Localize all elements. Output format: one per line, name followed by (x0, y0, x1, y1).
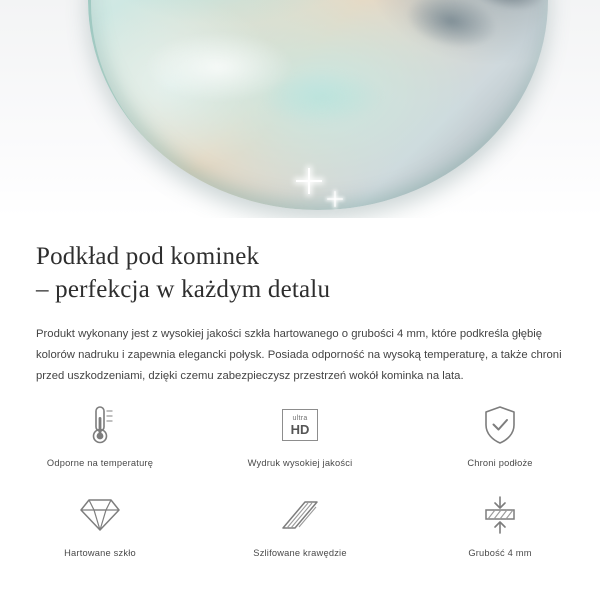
feature-label: Odporne na temperaturę (46, 458, 154, 468)
hero-image (0, 0, 600, 218)
feature-label: Szlifowane krawędzie (253, 548, 347, 558)
thermometer-icon (82, 402, 118, 448)
feature-row-1 (0, 392, 600, 468)
ultra-hd-icon (282, 402, 318, 448)
headline-line-2: – perfekcja w każdym detalu (36, 276, 331, 303)
feature-label: Chroni podłoże (467, 458, 533, 468)
feature-temperature (0, 392, 200, 468)
feature-grid (0, 392, 600, 558)
feature-thickness (400, 482, 600, 558)
ultra-hd-top-text: ultra (292, 414, 308, 422)
feature-polished-edges (200, 482, 400, 558)
feature-label: Grubość 4 mm (468, 548, 532, 558)
thickness-icon (478, 492, 522, 538)
diamond-icon (79, 492, 121, 538)
page-title (36, 240, 600, 306)
feature-row-2 (0, 482, 600, 558)
feature-print-quality (200, 392, 400, 468)
content-block (0, 218, 600, 387)
feature-label: Hartowane szkło (64, 548, 136, 558)
polished-edge-icon (279, 492, 321, 538)
description-paragraph: Produkt wykonany jest z wysokiej jakości szkła hartowanego o grubości 4 mm, które podkreśla głębię kolorów nadruku i zapewnia elegancki połysk. Posiada odporność na wysoką temperaturę, a także chroni przed uszkodzeniami, dzięki czemu zabezpieczysz przestrzeń wokół kominka na lata. (36, 328, 562, 382)
feature-surface-protection (400, 392, 600, 468)
ultra-hd-bottom-text: HD (290, 421, 310, 437)
headline-line-1: Podkład pod kominek (36, 243, 260, 270)
feature-label: Wydruk wysokiej jakości (247, 458, 353, 468)
shield-check-icon (480, 402, 520, 448)
feature-tempered-glass (0, 482, 200, 558)
